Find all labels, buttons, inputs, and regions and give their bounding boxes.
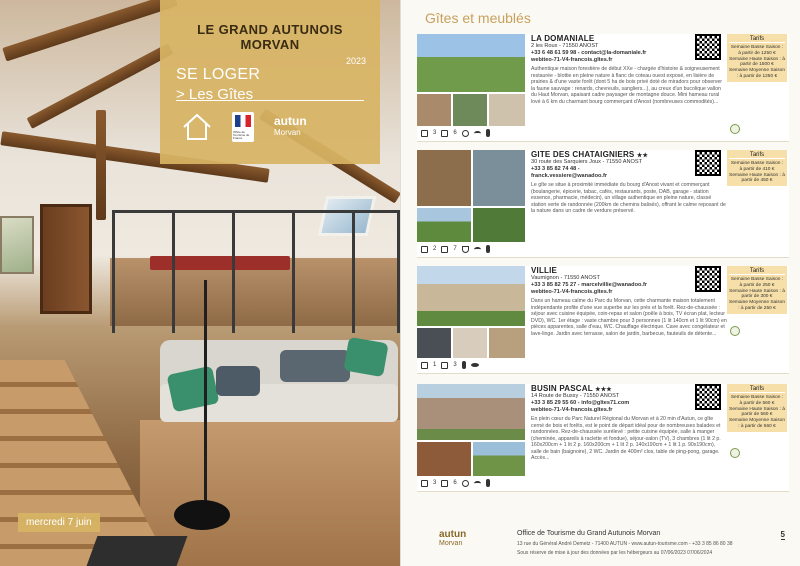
dining-room-photo (417, 442, 471, 476)
footer-address: 13 rue du Général André Demetz - 71400 AUTUN - www.autun-tourisme.com - +33 3 85 86 80 38 (517, 541, 733, 547)
living-room-photo (417, 150, 471, 206)
house-photo (417, 34, 525, 92)
listing-card[interactable] (417, 34, 789, 142)
mezzanine-railing (112, 210, 400, 330)
listing-contact: +33 3 85 29 55 60 - info@gîtes71.com (531, 400, 630, 406)
listing-card[interactable] (417, 150, 789, 258)
floor-lamp (204, 280, 207, 508)
listing-address: 2 les Roux - 71550 ANOST (531, 43, 599, 49)
amenity-icons: 3 6 (421, 129, 529, 137)
room-photo (489, 94, 525, 126)
hiking-icon (462, 361, 466, 369)
pets-icon (462, 480, 469, 487)
bedroom-icon (421, 246, 428, 253)
tarifs-box: Tarifs Semaine Basse Saison : à partir de 560 € Semaine Haute Saison : à partir de 560 € Semaine Moyenne Saison : à partir de 560 € (727, 384, 787, 432)
cover-logos (182, 112, 307, 142)
landscape-photo (417, 208, 471, 242)
roof-post (96, 110, 106, 220)
wooden-door (40, 204, 92, 314)
listing-contact: +33 6 48 61 59 98 - contact@la-domaniale.fr (531, 50, 647, 56)
listing-description: Authentique maison forestière de début XXe - chargée d'histoire & soigneusement restaurée - blottie en pleine nature à flanc de coteau ouest exposé, en lisière de prairies & d'une vaste forêt (dont 5 ha de bois privé doté de miradors pour observer la faune sauvage : renards, chevreuils, sangliers...), au creux d'un bucolique vallon du Haut Morvan, apaisant cadre paysager de montagne douce. Mini hameau rural lové à 6 km du charmant bourg commerçant d'Anost (nombreuses commodités)... (531, 66, 723, 105)
listing-address: Vaumignon - 71550 ANOST (531, 275, 600, 281)
listings-page (400, 0, 800, 566)
listing-photos (417, 34, 525, 126)
grey-cushion (280, 350, 350, 382)
wifi-icon (474, 481, 481, 486)
amenity-icons: 1 3 (421, 361, 529, 369)
amenity-icons: 3 6 (421, 479, 529, 487)
org-title: LE GRAND AUTUNOIS MORVAN (197, 22, 343, 52)
cover-title-box (160, 0, 380, 164)
sofa (160, 340, 398, 440)
amenity-icons: 2 7 (421, 245, 529, 253)
bedroom-photo (489, 328, 525, 358)
footer-title: Office de Tourisme du Grand Autunois Morvan (517, 530, 661, 537)
bedroom-icon (421, 362, 428, 369)
door-mat (87, 536, 188, 566)
landscape-photo (473, 442, 525, 476)
listing-web: franck.vessiere@wanadoo.fr (531, 173, 608, 179)
green-cushion (343, 337, 388, 377)
wall-map-picture (0, 216, 34, 274)
label-badge-icon (730, 326, 740, 336)
house-photo (417, 266, 525, 326)
listing-photos (417, 384, 525, 476)
listing-address: 14 Route de Bussy - 71550 ANOST (531, 393, 620, 399)
grey-cushion (216, 366, 260, 396)
kitchen-photo (453, 328, 487, 358)
page-number: 5 (780, 530, 785, 539)
ancv-logo (751, 126, 765, 134)
capacity-icon (441, 480, 448, 487)
office-de-tourisme-de-france-logo: Office de Tourisme de France (232, 112, 254, 142)
barbecue-icon (462, 246, 469, 253)
garden-photo (473, 208, 525, 242)
tarifs-box: Tarifs Semaine Basse Saison : à partir de 250 € Semaine Haute Saison : à partir de 300 € Semaine Moyenne Saison : à partir de 250 € (727, 266, 787, 314)
bedroom-icon (421, 130, 428, 137)
listing-description: Le gîte se situe à proximité immédiate du bourg d'Anost vivant et commerçant (boulangerie, épicerie, tabac, cafés, restaurants, poste, DAB, garage - station essence, pharmacie, médecin), un village authentique en pleine nature, classé station verte de randonnée (200km de chemins balisés), offrant le calme reposant de la nature dans un cadre de verdure préservé. (531, 182, 726, 214)
label-badge-icon (730, 448, 740, 458)
footer-note: Sous réserve de mise à jour des données par les hébergeurs au 07/06/2023 07/06/2024 (517, 550, 713, 556)
capacity-icon (441, 362, 448, 369)
cover-subheading: > Les Gîtes (176, 86, 254, 103)
fishing-icon (471, 363, 479, 367)
interior-photo (417, 94, 451, 126)
listing-name: BUSIN PASCAL ★★★ (531, 384, 612, 393)
tarifs-box: Tarifs Semaine Basse Saison : à partir de 410 € Semaine Haute Saison : à partir de 450 € (727, 150, 787, 186)
wifi-icon (474, 131, 481, 136)
listing-contact: +33 3 85 82 75 27 - marcelvillie@wanadoo.fr (531, 282, 647, 288)
page-heading: Gîtes et meublés (425, 10, 531, 26)
listing-name: LA DOMANIALE (531, 34, 595, 43)
listing-description: En plein cœur du Parc Naturel Régional du Morvan et à 20 min d'Autun, ce gîte cerné de bois et forêts, est le point de départ idéal pour de nombreuses balades et randonnées. Rez-de-chaussée surélevé : petite cuisine équipée, salle à manger (cheminée, appareils à raclette et fondue), séjour-salon (TV), 3 chambres (1 lit 2 p. 160x200cm + 1 lit 2 p. 160x200cm + 1 lit 2 p. 140x190cm + 1 lit 1 p. 90x190cm), salle de bain (baignoire), 2 WC. Jardin de 400m² clos, table de ping-pong, garage. Accès... (531, 416, 721, 461)
cover-heading: SE LOGER (176, 66, 261, 83)
tarifs-box: Tarifs Semaine Basse Saison : à partir de 1250 € Semaine Haute Saison : à partir de 1500 € Semaine Moyenne Saison : à partir de 1250 € (727, 34, 787, 82)
listing-web: webiteo-71-V4-francois.gîtes.fr (531, 289, 613, 295)
qr-code[interactable] (695, 266, 721, 292)
hiking-icon (486, 129, 490, 137)
room-photo (473, 150, 525, 206)
capacity-icon (441, 130, 448, 137)
divider (176, 100, 364, 101)
floor-lamp-base (174, 500, 230, 530)
pets-icon (462, 130, 469, 137)
qr-code[interactable] (695, 150, 721, 176)
listing-web: webiteo-71-V4-francois.gîtes.fr (531, 407, 613, 413)
listing-address: 30 route des Sarquiers Joux - 71550 ANOST (531, 159, 643, 165)
listing-photos (417, 266, 525, 358)
house-photo (417, 384, 525, 440)
interior-photo (417, 328, 451, 358)
autun-morvan-logo: autun Morvan (439, 529, 467, 547)
date-tag: mercredi 7 juin (18, 513, 100, 532)
listing-web: webiteo-71-V4-francois.gîtes.fr (531, 57, 613, 63)
garden-photo (453, 94, 487, 126)
label-badge-icon (730, 124, 740, 134)
listing-name: GITE DES CHATAIGNIERS ★★ (531, 150, 649, 159)
hiking-icon (486, 479, 490, 487)
page-footer (417, 526, 789, 562)
listing-description: Dans un hameau calme du Parc du Morvan, cette charmante maison totalement indépendante profite d'une vue superbe sur les prés et la forêt. Rez-de-chaussée : séjour avec cuisine équipée, coin-repas et salon (poêle à bois, TV écran plat, lecteur DVD), WC. 1er étage : vaste chambre pour 3 personnes (1 lit 140cm et 1 lit 90cm) en pièces apparentes, salle d'eau, WC. Chauffage électrique. Cave avec congélateur et lave-linge. Jardin avec terrasse, salon de jardin, barbecue, fauteuils de détente... (531, 298, 727, 337)
qr-code[interactable] (695, 384, 721, 410)
hiking-icon (486, 245, 490, 253)
bedroom-icon (421, 480, 428, 487)
listing-card[interactable] (417, 384, 789, 492)
capacity-icon (441, 246, 448, 253)
listing-contact: +33 3 85 82 74 48 - (531, 166, 580, 172)
autun-morvan-logo: autun Morvan (274, 114, 307, 137)
listing-photos (417, 150, 525, 242)
listing-card[interactable] (417, 266, 789, 374)
cover-year: 2023 (345, 56, 366, 66)
qr-code[interactable] (695, 34, 721, 60)
listing-name: VILLIE (531, 266, 558, 275)
wifi-icon (474, 247, 481, 252)
house-icon (182, 113, 212, 141)
